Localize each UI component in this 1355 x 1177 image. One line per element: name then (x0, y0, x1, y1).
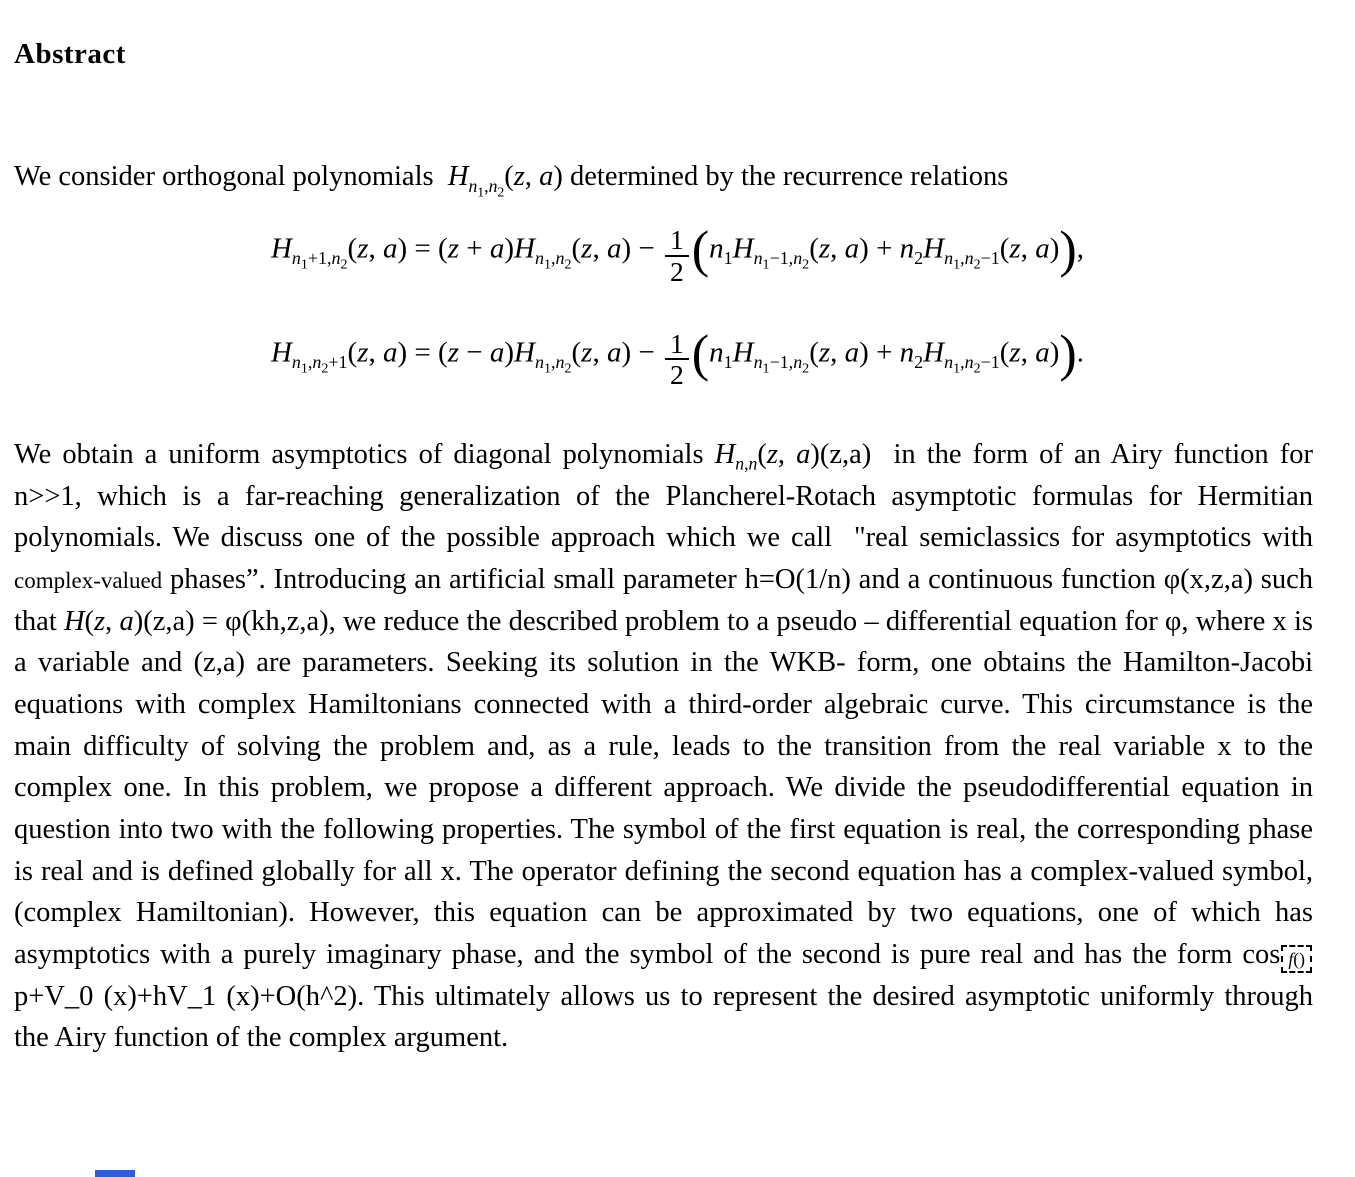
recurrence-equation-1: $H_{n_1+1,n_2}(z$, $a) = (z + a)H_{n_1,n_2}(z$, a) − $\frac{1}{2}$ ($n_1H_{n_1-1,n_2}(z$, $a) + n_2H_{n_1,n_2-1}(z$, a)), (270, 220, 1085, 287)
intro-paragraph: We consider orthogonal polynomials $H_{n_1,n_2}(z$, a) determined by the recurrence relations (14, 161, 1009, 200)
abstract-heading: Abstract (14, 38, 126, 70)
bottom-edge-blue-artifact (95, 1170, 135, 1177)
recurrence-equation-2: $H_{n_1,n_2+1}(z$, $a) = (z - a)H_{n_1,n_2}(z$, a) − $\frac{1}{2}$ ($n_1H_{n_1-1,n_2}(z$, $a) + n_2H_{n_1,n_2-1}(z$, a)). (270, 324, 1085, 391)
missing-glyph-box: f() (1281, 945, 1312, 973)
abstract-body-paragraph: We obtain a uniform asymptotics of diagonal polynomials $H_{n,n}(z$, a)(z,a) in the form of an Airy function for n>>1, which is a far-reaching generalization of the Plancherel-Rotach asymptotic formulas for Hermitian polynomials. We discuss one of the possible approach which we call "real semiclassics for asymptotics with complex-valued phases”. Introducing an artificial small parameter h=O(1/n) and a continuous function φ(x,z,a) such that H(z, a)(z,a) = φ(kh,z,a), we reduce the described problem to a pseudo – differential equation for φ, where x is a variable and (z,a) are parameters. Seeking its solution in the WKB- form, one obtains the Hamilton-Jacobi equations with complex Hamiltonians connected with a third-order algebraic curve. This circumstance is the main difficulty of solving the problem and, as a rule, leads to the transition from the real variable x to the complex one. In this problem, we propose a different approach. We divide the pseudodifferential equation in question into two with the following properties. The symbol of the first equation is real, the corresponding phase is real and is defined globally for all x. The operator defining the second equation has a complex-valued symbol, (complex Hamiltonian). However, this equation can be approximated by two equations, one of which has asymptotics with a purely imaginary phase, and the symbol of the second is pure real and has the form cos f()p+V_0 (x)+hV_1 (x)+O(h^2). This ultimately allows us to represent the desired asymptotic uniformly through the Airy function of the complex argument. (14, 439, 1313, 1054)
